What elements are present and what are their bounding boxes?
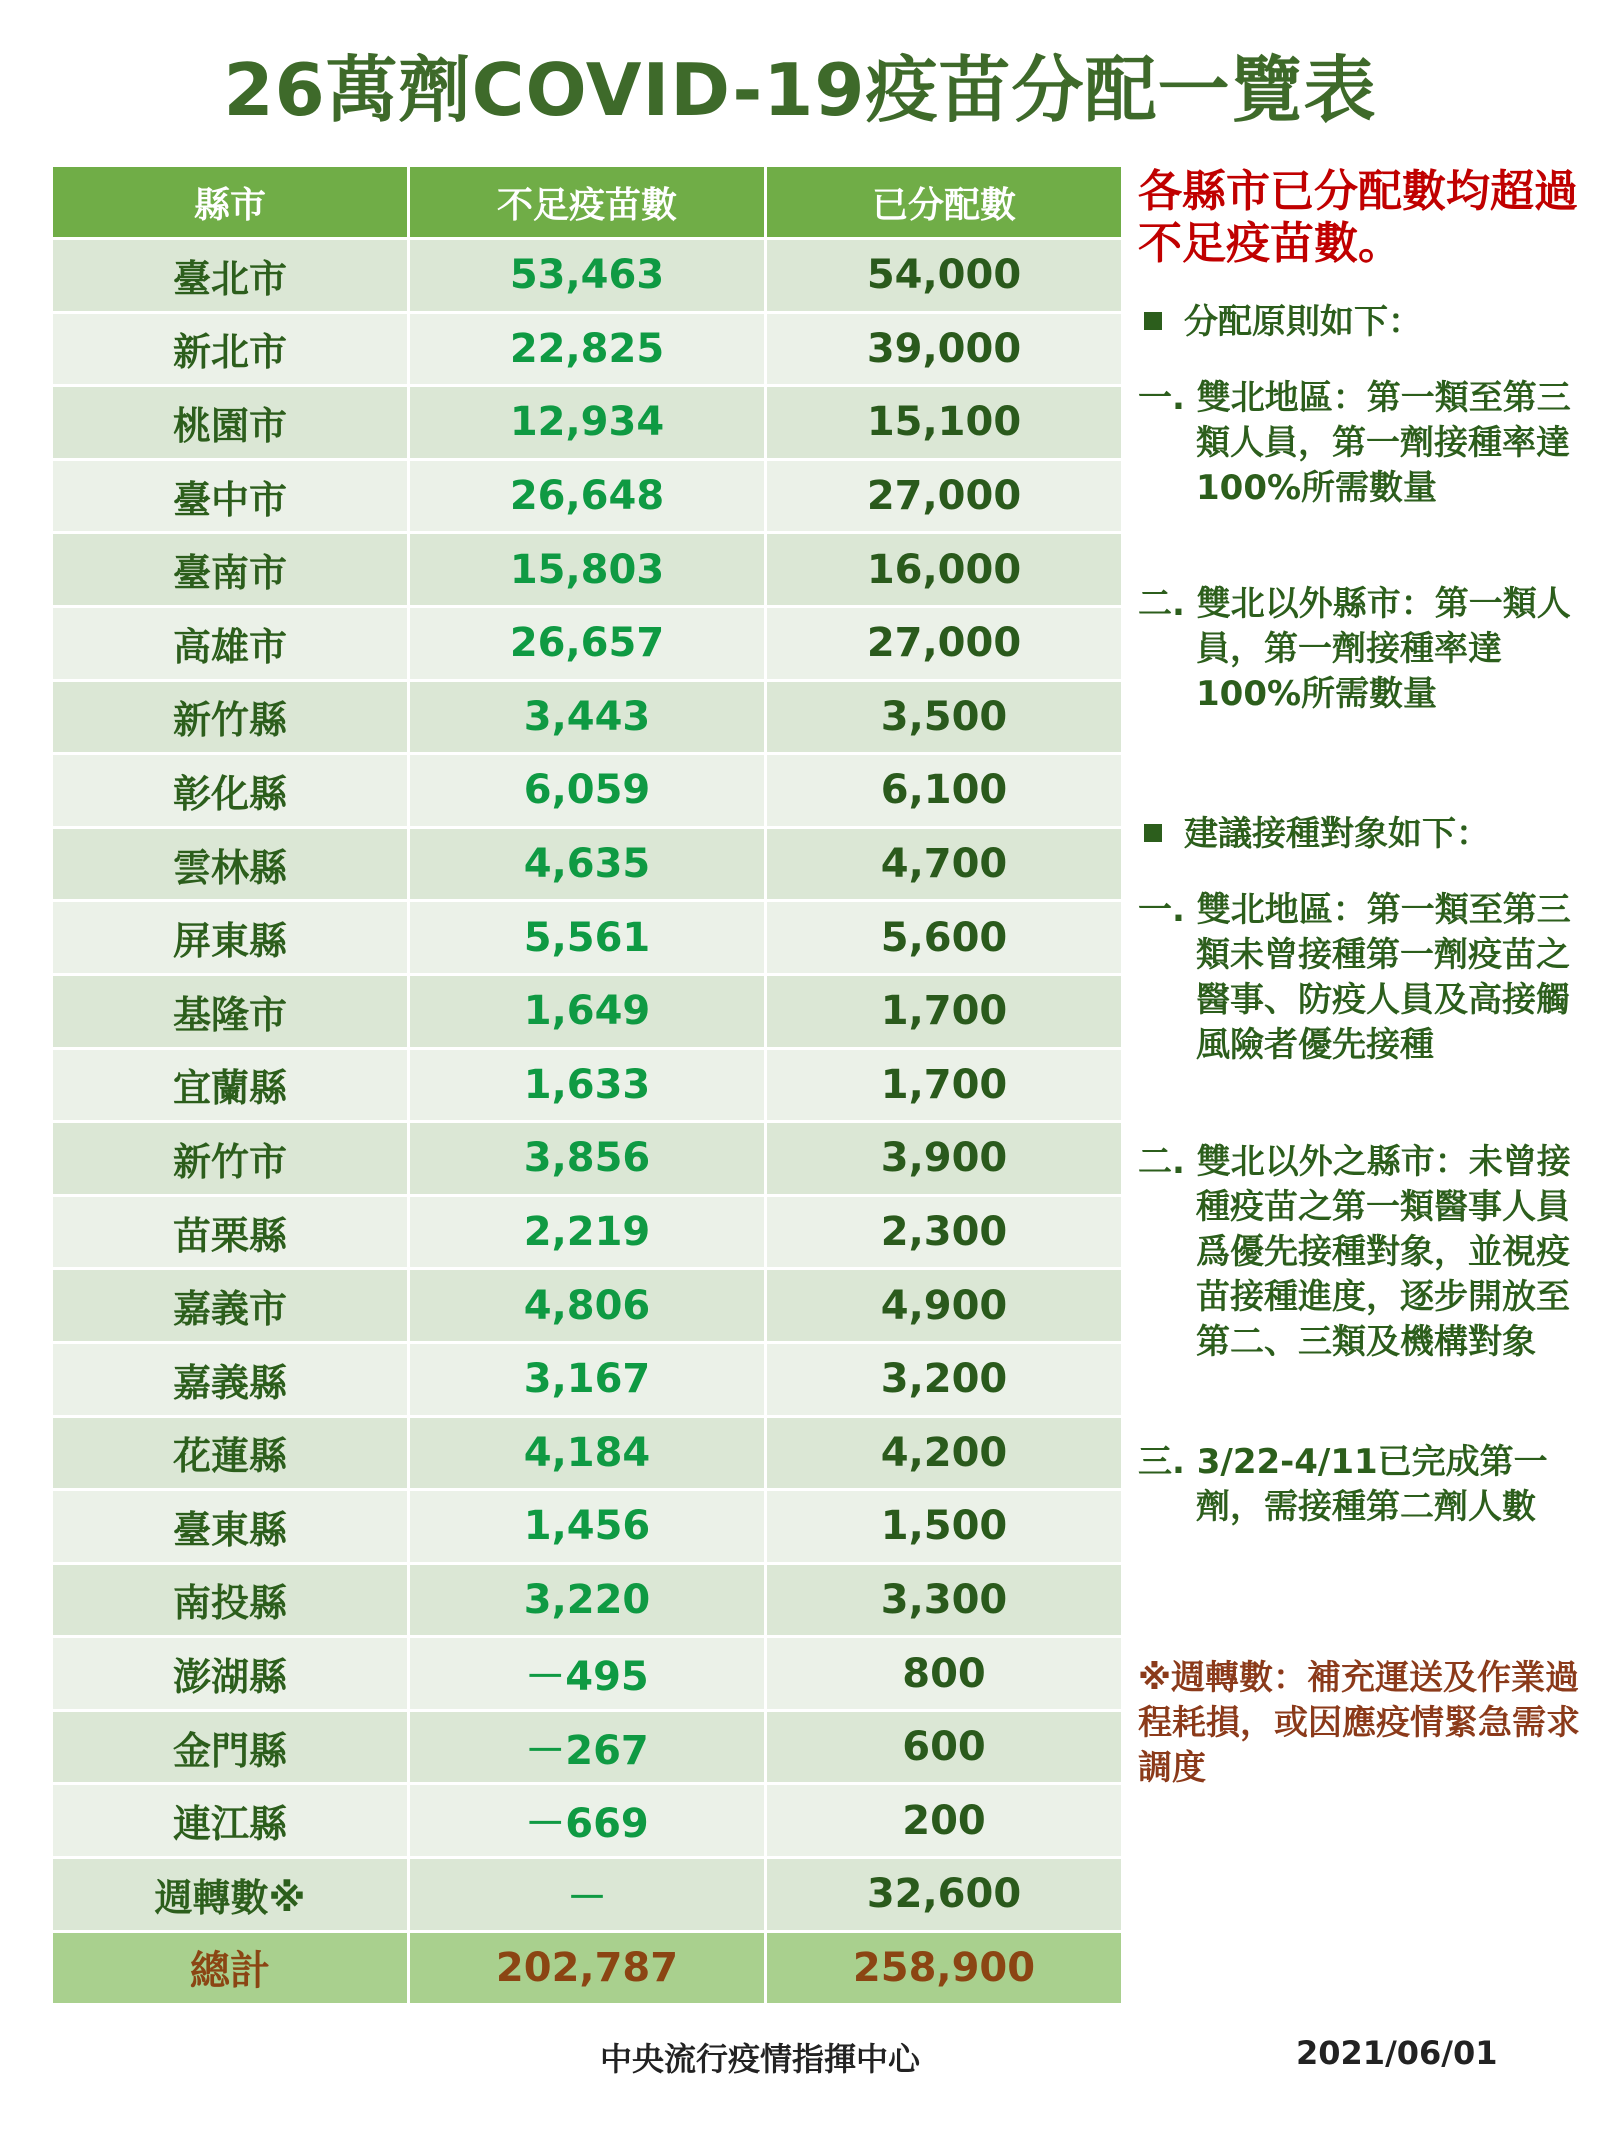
allocated-cell: 2,300 [767,1197,1121,1268]
allocated-cell: 4,200 [767,1418,1121,1489]
county-name-cell: 嘉義縣 [53,1344,407,1415]
allocated-cell: 200 [767,1785,1121,1856]
allocated-cell: 3,300 [767,1565,1121,1636]
recipient-item-1: 一. 雙北地區：第一類至第三類未曾接種第一劑疫苗之醫事、防疫人員及高接觸風險者優先接種 [1138,890,1571,1065]
county-name-cell: 南投縣 [53,1565,407,1636]
allocated-cell: 39,000 [767,314,1121,385]
table-row [53,1197,1121,1268]
publish-date: 2021/06/01 [1296,2034,1498,2072]
table-row [53,682,1121,753]
allocated-cell: 3,900 [767,1123,1121,1194]
county-name-cell: 宜蘭縣 [53,1050,407,1121]
shortage-cell: 2,219 [410,1197,764,1268]
table-row [53,387,1121,458]
page-title: 26萬劑COVID-19疫苗分配一覽表 [223,48,1377,132]
shortage-cell: 3,443 [410,682,764,753]
county-name-cell: 花蓮縣 [53,1418,407,1489]
shortage-cell: －669 [410,1785,764,1856]
county-name-cell: 苗栗縣 [53,1197,407,1268]
table-row [53,1418,1121,1489]
table-row [53,314,1121,385]
table-row [53,1712,1121,1783]
allocated-cell: 15,100 [767,387,1121,458]
recipient-item-2: 二. 雙北以外之縣市：未曾接種疫苗之第一類醫事人員爲優先接種對象，並視疫苗接種進度，逐步開放至第二、三類及機構對象 [1138,1142,1571,1362]
shortage-cell: 4,806 [410,1270,764,1341]
shortage-cell: 22,825 [410,314,764,385]
allocated-cell: 800 [767,1638,1121,1709]
highlight-statement: 各縣市已分配數均超過不足疫苗數。 [1138,166,1578,269]
table-row [53,1565,1121,1636]
shortage-cell: 3,220 [410,1565,764,1636]
column-header-shortage: 不足疫苗數 [410,167,764,237]
shortage-cell: 5,561 [410,902,764,973]
shortage-cell: 1,633 [410,1050,764,1121]
recipient-item-3: 三. 3/22-4/11已完成第一劑，需接種第二劑人數 [1138,1442,1548,1527]
total-allocated: 258,900 [767,1933,1121,2003]
total-shortage: 202,787 [410,1933,764,2003]
table-row [53,1859,1121,1930]
shortage-cell: 26,648 [410,461,764,532]
table-row [53,976,1121,1047]
county-name-cell: 基隆市 [53,976,407,1047]
allocated-cell: 4,900 [767,1270,1121,1341]
section-heading-text: 分配原則如下： [1184,302,1422,342]
table-row [53,1491,1121,1562]
county-name-cell: 臺北市 [53,240,407,311]
table-row [53,755,1121,826]
shortage-cell: 4,635 [410,829,764,900]
county-name-cell: 臺中市 [53,461,407,532]
allocated-cell: 16,000 [767,534,1121,605]
square-bullet-icon [1144,312,1162,330]
allocated-cell: 1,700 [767,1050,1121,1121]
allocated-cell: 600 [767,1712,1121,1783]
column-header-county: 縣市 [53,167,407,237]
allocated-cell: 27,000 [767,608,1121,679]
table-row [53,1638,1121,1709]
shortage-cell: 4,184 [410,1418,764,1489]
county-name-cell: 金門縣 [53,1712,407,1783]
shortage-cell: －267 [410,1712,764,1783]
table-row [53,240,1121,311]
table-row [53,461,1121,532]
county-name-cell: 臺南市 [53,534,407,605]
principle-item-1: 一. 雙北地區：第一類至第三類人員，第一劑接種率達100%所需數量 [1138,378,1571,508]
section-heading-recommended-recipients [1138,812,1598,856]
table-row [53,534,1121,605]
county-name-cell: 新竹市 [53,1123,407,1194]
allocated-cell: 32,600 [767,1859,1121,1930]
county-name-cell: 連江縣 [53,1785,407,1856]
shortage-cell: 1,649 [410,976,764,1047]
section-heading-allocation-principles [1138,300,1598,344]
allocated-cell: 5,600 [767,902,1121,973]
table-body [53,240,1121,1930]
shortage-cell: 6,059 [410,755,764,826]
shortage-cell: －495 [410,1638,764,1709]
table-row [53,1050,1121,1121]
table-row [53,1123,1121,1194]
county-name-cell: 澎湖縣 [53,1638,407,1709]
table-header-row [53,167,1121,237]
county-name-cell: 彰化縣 [53,755,407,826]
table-row [53,829,1121,900]
table-row [53,1344,1121,1415]
table-row [53,1270,1121,1341]
county-name-cell: 高雄市 [53,608,407,679]
allocated-cell: 3,200 [767,1344,1121,1415]
source-organization: 中央流行疫情指揮中心 [600,2040,921,2078]
shortage-cell: 12,934 [410,387,764,458]
allocated-cell: 1,500 [767,1491,1121,1562]
county-name-cell: 臺東縣 [53,1491,407,1562]
principle-item-2: 二. 雙北以外縣市：第一類人員，第一劑接種率達100%所需數量 [1138,584,1571,714]
table-total-row [53,1933,1121,2003]
county-name-cell: 雲林縣 [53,829,407,900]
allocated-cell: 4,700 [767,829,1121,900]
turnover-footnote: ※週轉數：補充運送及作業過程耗損，或因應疫情緊急需求調度 [1138,1658,1580,1788]
table-row [53,1785,1121,1856]
shortage-cell: 3,856 [410,1123,764,1194]
county-name-cell: 桃園市 [53,387,407,458]
shortage-cell: 1,456 [410,1491,764,1562]
table-row [53,902,1121,973]
vaccine-allocation-table [50,164,1124,2006]
shortage-cell: 15,803 [410,534,764,605]
shortage-cell: － [410,1859,764,1930]
total-label: 總計 [53,1933,407,2003]
allocated-cell: 3,500 [767,682,1121,753]
county-name-cell: 嘉義市 [53,1270,407,1341]
shortage-cell: 53,463 [410,240,764,311]
shortage-cell: 3,167 [410,1344,764,1415]
allocated-cell: 6,100 [767,755,1121,826]
county-name-cell: 新竹縣 [53,682,407,753]
county-name-cell: 新北市 [53,314,407,385]
allocated-cell: 54,000 [767,240,1121,311]
allocated-cell: 1,700 [767,976,1121,1047]
shortage-cell: 26,657 [410,608,764,679]
table-row [53,608,1121,679]
section-heading-text: 建議接種對象如下： [1184,814,1490,854]
column-header-allocated: 已分配數 [767,167,1121,237]
county-name-cell: 屏東縣 [53,902,407,973]
county-name-cell: 週轉數※ [53,1859,407,1930]
allocated-cell: 27,000 [767,461,1121,532]
square-bullet-icon [1144,824,1162,842]
